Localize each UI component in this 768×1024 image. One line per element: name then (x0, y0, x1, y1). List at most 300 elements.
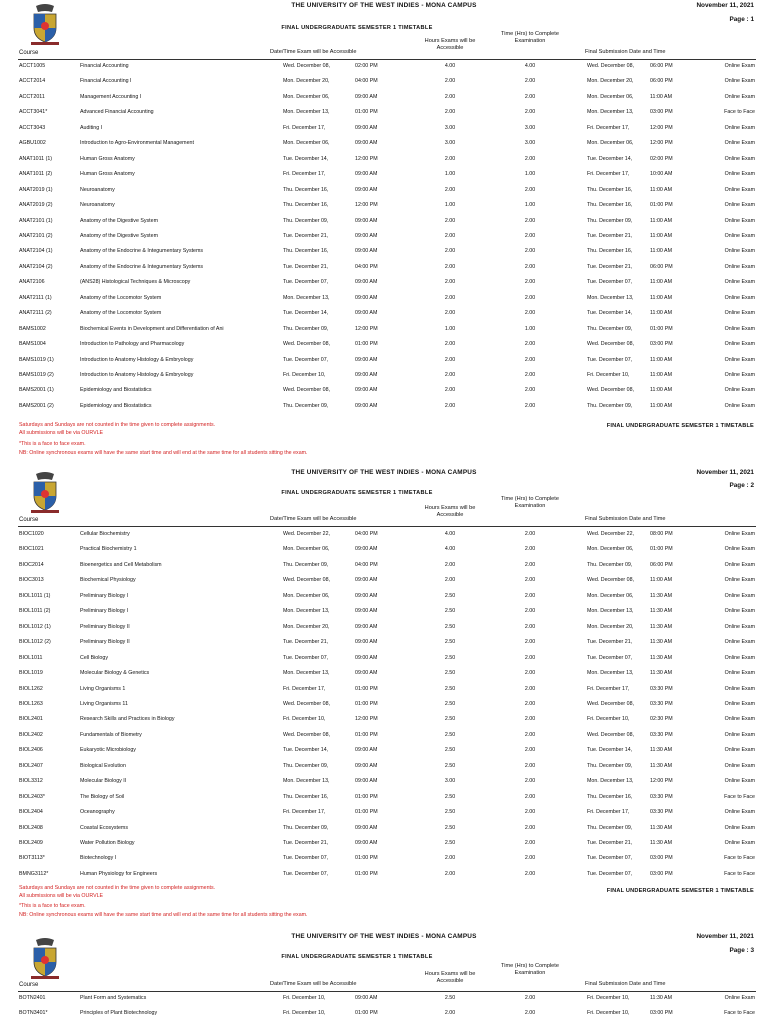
table-row (0, 122, 768, 136)
time-to-complete: 2.00 (524, 793, 536, 800)
exam-mode: Online Exam (724, 325, 755, 332)
access-date: Fri. December 10, (283, 372, 326, 378)
course-title: Anatomy of the Locomotor System (80, 294, 162, 301)
access-time: 04:00 PM (355, 78, 378, 85)
course-code: BIOL1019 (19, 670, 43, 677)
access-date: Thu. December 09, (283, 824, 329, 831)
table-row (0, 713, 768, 727)
table-row (0, 369, 768, 383)
submission-time: 10:00 AM (650, 171, 673, 178)
course-code: BAMS2001 (2) (19, 402, 54, 409)
access-date: Fri. December 10, (283, 1010, 326, 1017)
submission-time: 11:00 AM (650, 577, 672, 584)
access-date: Wed. December 22, (283, 531, 331, 537)
time-to-complete: 2.00 (524, 155, 536, 162)
table-row (0, 729, 768, 743)
submission-date: Tue. December 21, (587, 840, 633, 846)
exam-mode: Online Exam (724, 546, 755, 553)
footer-timetable-title: FINAL UNDERGRADUATE SEMESTER 1 TIMETABLE (606, 888, 754, 894)
submission-date: Wed. December 08, (587, 577, 635, 584)
time-to-complete: 2.00 (524, 870, 536, 877)
exam-mode: Online Exam (724, 716, 755, 723)
note-synchronous: NB: Online synchronous exams will have the same start time and will end at the same time for all students sitting the exam. (19, 450, 308, 456)
access-date: Tue. December 21, (283, 639, 329, 646)
submission-time: 11:00 AM (650, 232, 672, 239)
note-ourvle: All submissions will be via OURVLE (19, 893, 104, 899)
submission-time: 06:00 PM (650, 78, 673, 85)
access-date: Wed. December 08, (283, 577, 331, 584)
submission-date: Mon. December 13, (587, 109, 634, 116)
course-title: Eukaryotic Microbiology (80, 747, 136, 754)
access-date: Mon. December 06, (283, 546, 330, 553)
table-row (0, 822, 768, 836)
course-title: Fundamentals of Biometry (80, 731, 142, 738)
table-row (0, 1007, 768, 1021)
exam-mode: Online Exam (724, 294, 755, 301)
table-row (0, 245, 768, 259)
submission-date: Tue. December 07, (587, 654, 633, 661)
submission-date: Wed. December 08, (587, 387, 635, 394)
course-code: ANAT2019 (2) (19, 202, 53, 209)
hours-accessible: 2.50 (444, 639, 456, 646)
course-code: ACCT2011 (19, 93, 45, 100)
course-title: Practical Biochemistry 1 (80, 546, 137, 553)
submission-time: 11:30 AM (650, 995, 672, 1001)
table-row (0, 775, 768, 789)
course-code: BIOC3013 (19, 577, 44, 584)
time-to-complete: 2.00 (524, 232, 536, 239)
course-code: BIOL1011 (2) (19, 608, 51, 615)
course-title: Anatomy of the Endocrine & Integumentary Systems (80, 263, 204, 270)
access-time: 09:00 AM (355, 778, 378, 785)
submission-date: Thu. December 16, (587, 186, 633, 193)
submission-date: Tue. December 07, (587, 855, 633, 862)
header-divider (18, 526, 756, 527)
access-date: Wed. December 08, (283, 341, 331, 348)
hours-accessible: 3.00 (444, 140, 456, 147)
course-code: BIOL1263 (19, 700, 43, 707)
submission-time: 11:00 AM (650, 402, 672, 409)
exam-mode: Online Exam (724, 824, 755, 831)
access-date: Thu. December 09, (283, 217, 329, 224)
exam-mode: Online Exam (724, 778, 755, 785)
course-code: BAMS1004 (19, 341, 46, 348)
table-row (0, 276, 768, 290)
access-date: Fri. December 17, (283, 685, 326, 692)
submission-time: 11:30 AM (650, 670, 672, 677)
course-code: BIOL2404 (19, 809, 43, 816)
course-code: BIOL2403* (19, 793, 45, 800)
access-date: Wed. December 08, (283, 63, 331, 69)
time-to-complete: 2.00 (524, 762, 536, 769)
access-date: Thu. December 16, (283, 186, 329, 193)
timetable-title: FINAL UNDERGRADUATE SEMESTER 1 TIMETABLE (281, 490, 433, 496)
submission-date: Tue. December 07, (587, 279, 633, 286)
access-time: 09:00 AM (355, 93, 378, 100)
exam-mode: Face to Face (724, 793, 755, 800)
access-time: 09:00 AM (355, 124, 378, 131)
table-row (0, 636, 768, 650)
access-time: 01:00 PM (355, 809, 378, 816)
exam-mode: Online Exam (724, 372, 755, 378)
course-code: BIOT3113* (19, 855, 45, 862)
course-title: Management Accounting I (80, 93, 142, 100)
course-code: ANAT2101 (2) (19, 232, 53, 239)
exam-mode: Online Exam (724, 93, 755, 100)
access-date: Mon. December 13, (283, 109, 330, 116)
access-time: 09:00 AM (355, 248, 378, 255)
access-date: Tue. December 21, (283, 263, 329, 270)
submission-date: Fri. December 10, (587, 372, 630, 378)
exam-mode: Online Exam (724, 592, 755, 599)
course-title: Preliminary Biology II (80, 639, 130, 646)
access-date: Tue. December 07, (283, 279, 329, 286)
hours-accessible: 2.50 (444, 608, 456, 615)
submission-time: 01:00 PM (650, 325, 673, 332)
submission-time: 03:00 PM (650, 1010, 673, 1017)
course-code: BIOL1012 (2) (19, 639, 51, 646)
course-title: Preliminary Biology I (80, 592, 129, 599)
time-to-complete: 2.00 (524, 387, 536, 394)
exam-mode: Face to Face (724, 855, 755, 862)
header-final-submission: Final Submission Date and Time (585, 981, 666, 987)
access-time: 12:00 PM (355, 716, 378, 723)
table-row (0, 852, 768, 866)
course-code: ANAT2106 (19, 279, 45, 286)
course-title: Financial Accounting (80, 63, 129, 69)
access-time: 09:00 AM (355, 279, 378, 286)
header-hours-accessible: Hours Exams will be Accessible (424, 38, 476, 51)
access-time: 09:00 AM (355, 232, 378, 239)
course-code: BOTN2401 (19, 995, 46, 1001)
submission-date: Tue. December 21, (587, 639, 633, 646)
table-row (0, 323, 768, 337)
table-row (0, 153, 768, 167)
access-date: Tue. December 14, (283, 155, 329, 162)
submission-date: Tue. December 21, (587, 232, 633, 239)
hours-accessible: 3.00 (444, 778, 456, 785)
exam-mode: Online Exam (724, 171, 755, 178)
document-date: November 11, 2021 (696, 2, 754, 9)
submission-time: 11:00 AM (650, 387, 672, 394)
table-row (0, 60, 768, 74)
time-to-complete: 1.00 (524, 325, 536, 332)
table-row (0, 744, 768, 758)
hours-accessible: 2.00 (444, 372, 456, 378)
exam-mode: Online Exam (724, 623, 755, 630)
exam-mode: Online Exam (724, 263, 755, 270)
access-date: Thu. December 09, (283, 762, 329, 769)
access-time: 09:00 AM (355, 171, 378, 178)
course-code: BIOL1011 (19, 654, 43, 661)
submission-time: 06:00 PM (650, 561, 673, 568)
submission-time: 03:00 PM (650, 341, 673, 348)
hours-accessible: 2.00 (444, 279, 456, 286)
access-date: Tue. December 07, (283, 870, 329, 877)
table-row (0, 261, 768, 275)
course-code: BIOL1011 (1) (19, 592, 51, 599)
submission-time: 11:30 AM (650, 592, 672, 599)
hours-accessible: 2.00 (444, 387, 456, 394)
table-row (0, 698, 768, 712)
access-time: 09:00 AM (355, 747, 378, 754)
access-date: Fri. December 10, (283, 716, 326, 723)
course-code: ACCT3043 (19, 124, 46, 131)
university-name: THE UNIVERSITY OF THE WEST INDIES - MONA CAMPUS (291, 469, 477, 476)
access-time: 04:00 PM (355, 561, 378, 568)
time-to-complete: 2.00 (524, 402, 536, 409)
hours-accessible: 2.50 (444, 592, 456, 599)
course-title: Cell Biology (80, 654, 108, 661)
course-code: BIOC2014 (19, 561, 44, 568)
table-row (0, 574, 768, 588)
access-time: 09:00 AM (355, 592, 378, 599)
course-title: Neuroanatomy (80, 202, 115, 209)
page-number: Page : 2 (729, 482, 754, 489)
access-time: 09:00 AM (355, 840, 378, 846)
access-date: Wed. December 08, (283, 731, 331, 738)
exam-mode: Face to Face (724, 1010, 755, 1017)
table-row (0, 184, 768, 198)
access-time: 12:00 PM (355, 202, 378, 209)
hours-accessible: 2.00 (444, 217, 456, 224)
course-title: Research Skills and Practices in Biology (80, 716, 175, 723)
time-to-complete: 2.00 (524, 995, 536, 1001)
course-code: BIOL3312 (19, 778, 43, 785)
header-datetime-accessible: Date/Time Exam will be Accessible (270, 516, 357, 522)
document-date: November 11, 2021 (696, 469, 754, 476)
course-title: Cellular Biochemistry (80, 531, 130, 537)
hours-accessible: 2.00 (444, 155, 456, 162)
course-code: BIOL2407 (19, 762, 43, 769)
course-title: Anatomy of the Endocrine & Integumentary Systems (80, 248, 204, 255)
exam-mode: Online Exam (724, 202, 755, 209)
course-title: Advanced Financial Accounting (80, 109, 154, 116)
submission-time: 11:00 AM (650, 294, 672, 301)
time-to-complete: 2.00 (524, 109, 536, 116)
access-time: 09:00 AM (355, 310, 378, 317)
course-title: Biochemical Physiology (80, 577, 136, 584)
hours-accessible: 2.50 (444, 731, 456, 738)
submission-date: Wed. December 08, (587, 63, 635, 69)
submission-time: 08:00 PM (650, 531, 673, 537)
table-row (0, 354, 768, 368)
course-code: ANAT1011 (1) (19, 155, 53, 162)
submission-date: Mon. December 13, (587, 608, 634, 615)
time-to-complete: 4.00 (524, 63, 536, 69)
exam-mode: Online Exam (724, 155, 755, 162)
access-date: Mon. December 06, (283, 592, 330, 599)
submission-date: Mon. December 06, (587, 93, 634, 100)
time-to-complete: 2.00 (524, 623, 536, 630)
submission-time: 11:00 AM (650, 217, 672, 224)
exam-mode: Online Exam (724, 531, 755, 537)
university-name: THE UNIVERSITY OF THE WEST INDIES - MONA CAMPUS (291, 2, 477, 9)
time-to-complete: 2.00 (524, 747, 536, 754)
submission-time: 06:00 PM (650, 63, 673, 69)
submission-time: 11:30 AM (650, 623, 672, 630)
time-to-complete: 2.00 (524, 685, 536, 692)
exam-mode: Online Exam (724, 217, 755, 224)
timetable-title: FINAL UNDERGRADUATE SEMESTER 1 TIMETABLE (281, 954, 433, 960)
course-title: Epidemiology and Biostatistics (80, 387, 152, 394)
time-to-complete: 2.00 (524, 577, 536, 584)
submission-date: Fri. December 10, (587, 995, 630, 1001)
time-to-complete: 2.00 (524, 778, 536, 785)
hours-accessible: 2.00 (444, 855, 456, 862)
access-time: 01:00 PM (355, 109, 378, 116)
time-to-complete: 2.00 (524, 531, 536, 537)
course-title: (ANS28) Histological Techniques & Microscopy (80, 279, 191, 286)
hours-accessible: 2.00 (444, 561, 456, 568)
table-row (0, 307, 768, 321)
course-code: ACCT3041* (19, 109, 48, 116)
hours-accessible: 2.50 (444, 623, 456, 630)
submission-date: Thu. December 09, (587, 762, 633, 769)
access-time: 02:00 PM (355, 63, 378, 69)
table-row (0, 400, 768, 414)
access-date: Fri. December 17, (283, 124, 326, 131)
hours-accessible: 2.00 (444, 310, 456, 317)
course-code: BIOC1020 (19, 531, 44, 537)
hours-accessible: 2.50 (444, 685, 456, 692)
hours-accessible: 2.50 (444, 793, 456, 800)
access-date: Mon. December 06, (283, 93, 330, 100)
access-time: 12:00 PM (355, 155, 378, 162)
timetable-title: FINAL UNDERGRADUATE SEMESTER 1 TIMETABLE (281, 25, 433, 31)
access-date: Thu. December 09, (283, 402, 329, 409)
hours-accessible: 2.50 (444, 840, 456, 846)
exam-mode: Online Exam (724, 341, 755, 348)
header-course: Course (19, 517, 39, 523)
access-date: Tue. December 14, (283, 747, 329, 754)
note-face-to-face: *This is a face to face exam. (19, 903, 86, 909)
table-row (0, 605, 768, 619)
hours-accessible: 2.00 (444, 356, 456, 363)
submission-time: 11:30 AM (650, 840, 672, 846)
time-to-complete: 2.00 (524, 279, 536, 286)
table-row (0, 590, 768, 604)
exam-mode: Online Exam (724, 78, 755, 85)
header-time-to-complete: Time (Hrs) to Complete Examination (501, 963, 559, 976)
time-to-complete: 2.00 (524, 1010, 536, 1017)
course-title: Plant Form and Systematics (80, 995, 147, 1001)
submission-time: 03:30 PM (650, 731, 673, 738)
course-title: Biological Evolution (80, 762, 126, 769)
note-weekends: Saturdays and Sundays are not counted in the time given to complete assignments. (19, 885, 216, 891)
course-title: Human Gross Anatomy (80, 155, 135, 162)
submission-time: 11:30 AM (650, 747, 672, 754)
access-date: Wed. December 08, (283, 700, 331, 707)
hours-accessible: 2.50 (444, 809, 456, 816)
submission-time: 03:00 PM (650, 870, 673, 877)
hours-accessible: 2.50 (444, 747, 456, 754)
access-time: 01:00 PM (355, 731, 378, 738)
access-time: 09:00 AM (355, 654, 378, 661)
course-title: Introduction to Anatomy Histology & Embryology (80, 356, 194, 363)
time-to-complete: 2.00 (524, 639, 536, 646)
access-date: Mon. December 13, (283, 670, 330, 677)
time-to-complete: 2.00 (524, 670, 536, 677)
exam-mode: Online Exam (724, 402, 755, 409)
submission-time: 02:00 PM (650, 155, 673, 162)
time-to-complete: 2.00 (524, 372, 536, 378)
submission-time: 11:00 AM (650, 186, 672, 193)
time-to-complete: 2.00 (524, 310, 536, 317)
access-date: Thu. December 09, (283, 561, 329, 568)
exam-mode: Face to Face (724, 109, 755, 116)
submission-date: Thu. December 16, (587, 793, 633, 800)
access-date: Fri. December 17, (283, 809, 326, 816)
access-time: 01:00 PM (355, 793, 378, 800)
submission-date: Fri. December 17, (587, 124, 630, 131)
footer-timetable-title: FINAL UNDERGRADUATE SEMESTER 1 TIMETABLE (606, 423, 754, 429)
access-date: Mon. December 13, (283, 608, 330, 615)
submission-time: 11:00 AM (650, 310, 672, 317)
table-row (0, 215, 768, 229)
table-row (0, 528, 768, 542)
table-row (0, 199, 768, 213)
hours-accessible: 2.00 (444, 870, 456, 877)
exam-mode: Online Exam (724, 356, 755, 363)
hours-accessible: 2.00 (444, 248, 456, 255)
course-title: Introduction to Agro-Environmental Management (80, 140, 194, 147)
course-title: Water Pollution Biology (80, 840, 135, 846)
header-datetime-accessible: Date/Time Exam will be Accessible (270, 981, 357, 987)
course-code: BAMS1002 (19, 325, 46, 332)
course-code: BOTN3401* (19, 1010, 48, 1017)
table-row (0, 106, 768, 120)
table-row (0, 683, 768, 697)
time-to-complete: 2.00 (524, 716, 536, 723)
note-ourvle: All submissions will be via OURVLE (19, 430, 104, 436)
submission-date: Tue. December 14, (587, 155, 633, 162)
submission-time: 12:00 PM (650, 140, 673, 147)
page-number: Page : 1 (729, 16, 754, 23)
course-title: Neuroanatomy (80, 186, 115, 193)
submission-time: 01:00 PM (650, 202, 673, 209)
header-datetime-accessible: Date/Time Exam will be Accessible (270, 49, 357, 55)
submission-time: 11:00 AM (650, 356, 672, 363)
submission-time: 11:30 AM (650, 762, 672, 769)
course-code: AGBU1002 (19, 140, 46, 147)
time-to-complete: 1.00 (524, 171, 536, 178)
hours-accessible: 2.50 (444, 716, 456, 723)
access-date: Mon. December 20, (283, 623, 330, 630)
exam-mode: Online Exam (724, 639, 755, 646)
hours-accessible: 2.00 (444, 93, 456, 100)
submission-date: Fri. December 17, (587, 685, 630, 692)
access-time: 01:00 PM (355, 1010, 378, 1017)
access-date: Thu. December 16, (283, 248, 329, 255)
exam-mode: Online Exam (724, 248, 755, 255)
submission-time: 12:00 PM (650, 124, 673, 131)
exam-mode: Online Exam (724, 310, 755, 317)
access-time: 12:00 PM (355, 325, 378, 332)
submission-time: 02:30 PM (650, 716, 673, 723)
access-time: 09:00 AM (355, 577, 378, 584)
time-to-complete: 2.00 (524, 93, 536, 100)
course-code: BIOL2406 (19, 747, 43, 754)
submission-date: Mon. December 20, (587, 623, 634, 630)
submission-date: Wed. December 08, (587, 731, 635, 738)
course-title: Molecular Biology II (80, 778, 127, 785)
access-date: Thu. December 09, (283, 325, 329, 332)
table-row (0, 137, 768, 151)
exam-mode: Online Exam (724, 731, 755, 738)
table-row (0, 559, 768, 573)
table-row (0, 760, 768, 774)
